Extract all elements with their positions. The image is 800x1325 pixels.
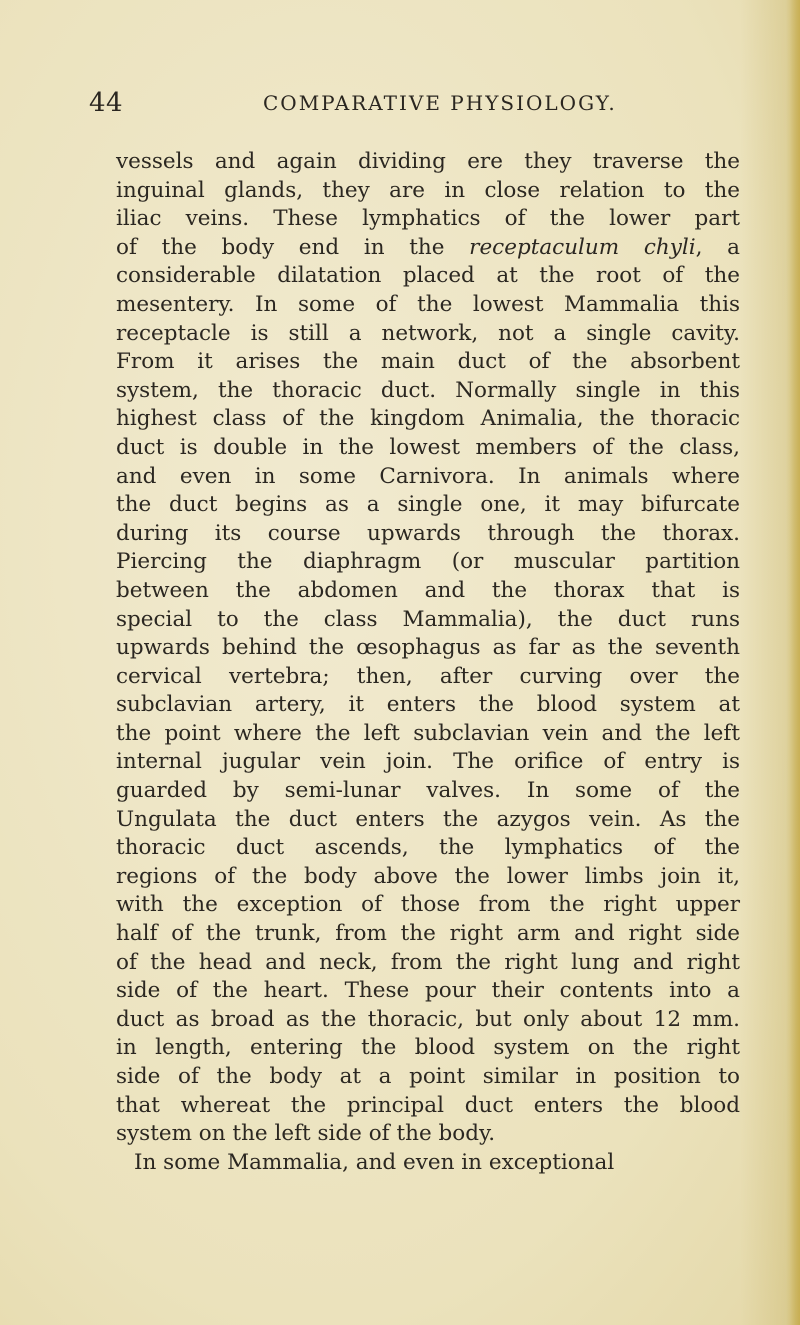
text-line: and even in some Carnivora. In animals where: [116, 463, 740, 489]
text-line: the duct begins as a single one, it may bifurcate: [116, 492, 740, 518]
text-line: system on the left side of the body.: [116, 1121, 496, 1147]
text-line: upwards behind the œsophagus as far as the seventh: [116, 635, 740, 661]
text-line: internal jugular vein join. The orifice of entry is: [116, 749, 740, 775]
text-line: half of the trunk, from the right arm and right side: [116, 921, 740, 947]
body-text: [116, 148, 740, 1177]
text-line: between the abdomen and the thorax that is: [116, 577, 740, 603]
text-line: vessels and again dividing ere they traverse the: [116, 149, 740, 174]
italic-term: receptaculum chyli: [469, 234, 696, 260]
text-line: receptacle is still a network, not a single cavity.: [116, 320, 740, 346]
text-line: system, the thoracic duct. Normally single in this: [116, 377, 740, 403]
text-line: duct is double in the lowest members of the class,: [116, 434, 740, 460]
running-head: COMPARATIVE PHYSIOLOGY.: [263, 91, 617, 115]
text-line: inguinal glands, they are in close relation to the: [116, 177, 740, 203]
text-line: highest class of the kingdom Animalia, the thoracic: [116, 406, 740, 432]
text-line: In some Mammalia, and even in exceptional: [134, 1149, 615, 1175]
text-line: Ungulata the duct enters the azygos vein. As the: [116, 806, 740, 832]
text-line: with the exception of those from the right upper: [116, 892, 740, 918]
text-line: duct as broad as the thoracic, but only about 12 mm.: [116, 1006, 740, 1032]
text-line: mesentery. In some of the lowest Mammalia this: [116, 291, 740, 317]
text-line: iliac veins. These lymphatics of the lower part: [116, 206, 740, 232]
text-line: side of the heart. These pour their contents into a: [116, 978, 740, 1004]
text-line: [116, 234, 740, 263]
text-line: subclavian artery, it enters the blood system at: [116, 692, 740, 718]
text-line: special to the class Mammalia), the duct runs: [116, 606, 740, 632]
text-line: cervical vertebra; then, after curving over the: [116, 663, 740, 689]
text-line: Piercing the diaphragm (or muscular partition: [116, 549, 740, 575]
text-run: of the body end in the: [116, 234, 470, 260]
text-line: considerable dilatation placed at the root of the: [116, 263, 740, 289]
text-line: guarded by semi-lunar valves. In some of the: [116, 778, 740, 804]
text-line: that whereat the principal duct enters the blood: [116, 1092, 740, 1118]
page-edge-shading: [786, 0, 800, 1325]
text-run: , a: [695, 234, 740, 260]
page-header: [89, 88, 739, 128]
text-line: the point where the left subclavian vein and the left: [116, 720, 740, 746]
text-line: during its course upwards through the thorax.: [116, 520, 740, 546]
text-line: regions of the body above the lower limbs join it,: [116, 863, 740, 889]
text-line: From it arises the main duct of the absorbent: [116, 349, 740, 375]
text-line: in length, entering the blood system on the right: [116, 1035, 740, 1061]
text-line: side of the body at a point similar in position to: [116, 1064, 740, 1089]
page-number: 44: [89, 88, 124, 118]
text-line: of the head and neck, from the right lung and right: [116, 949, 740, 975]
text-line: thoracic duct ascends, the lymphatics of the: [116, 835, 740, 861]
